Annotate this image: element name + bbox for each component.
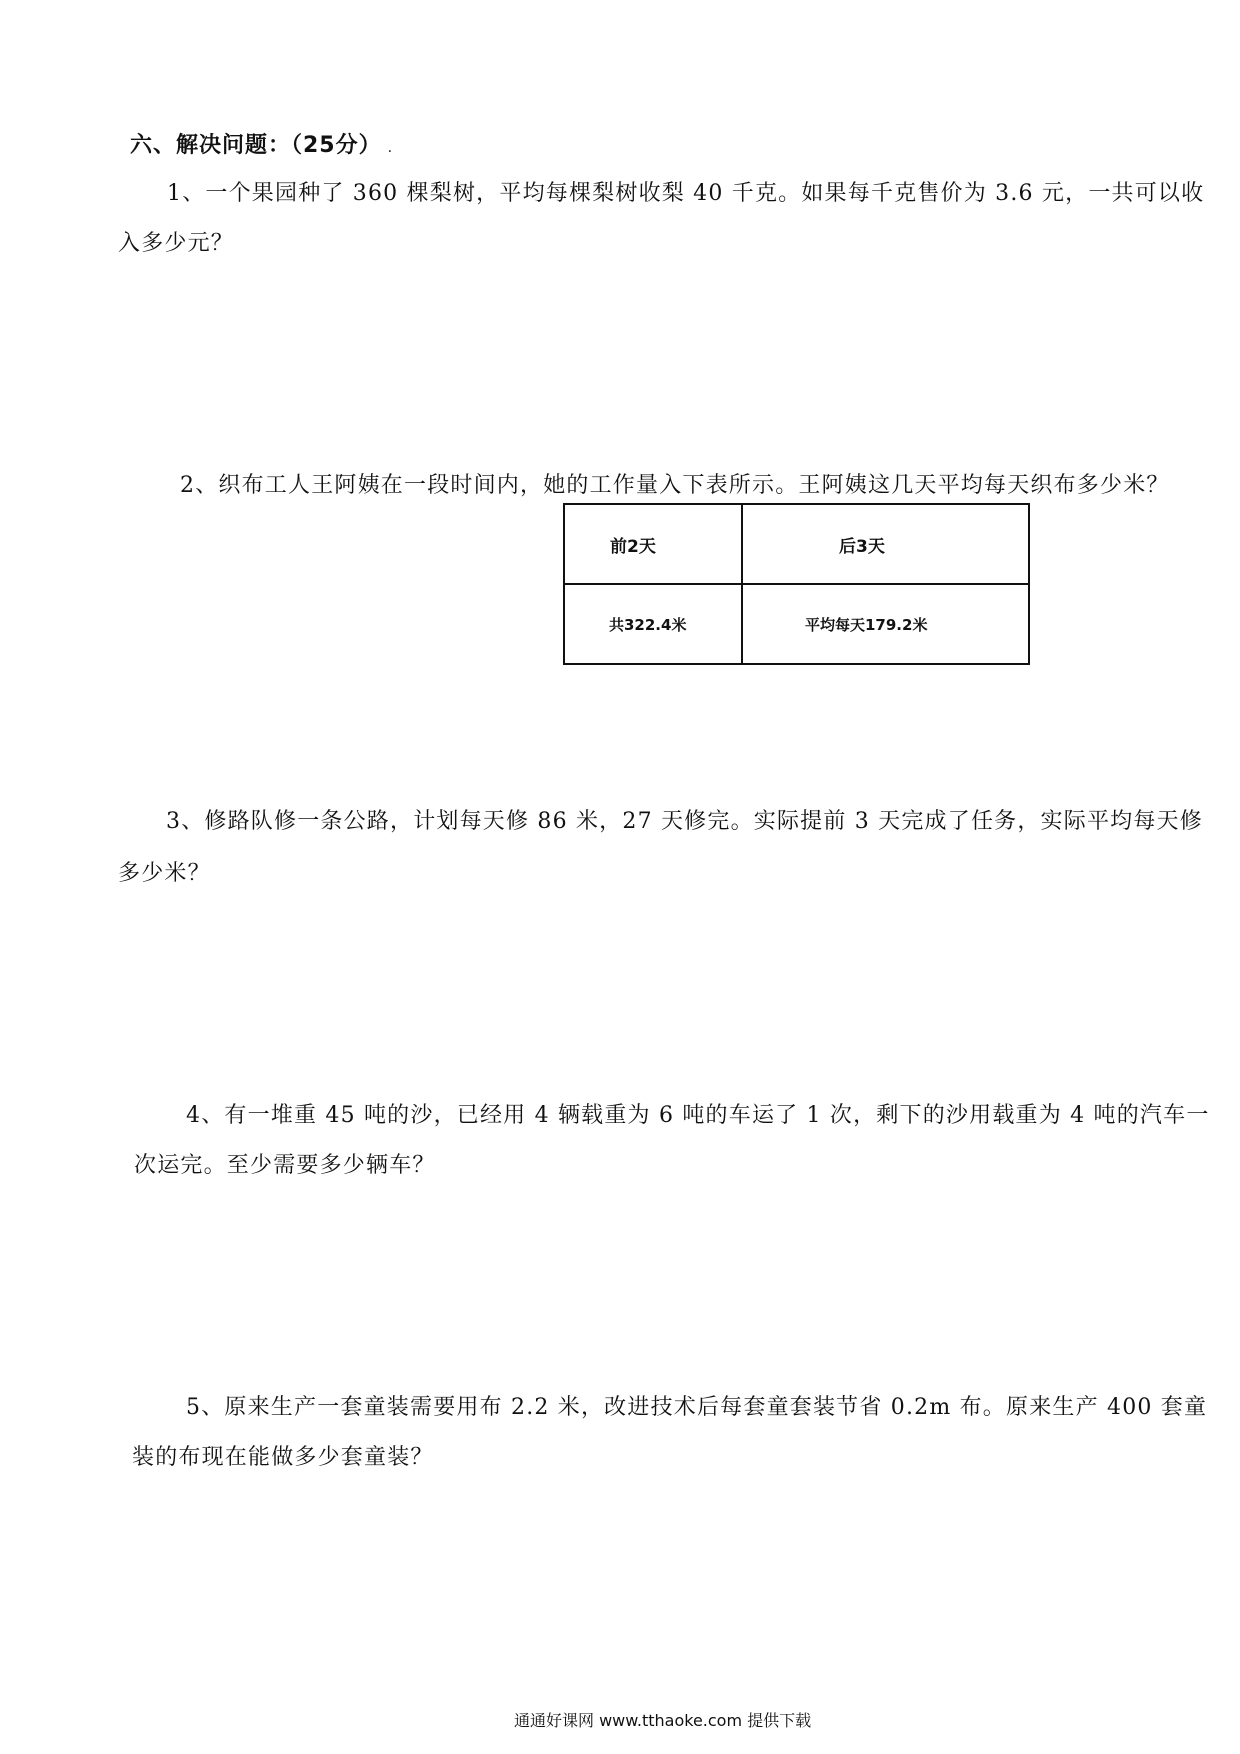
section-heading-mark: .	[387, 140, 394, 156]
question-4-line-2: 次运完。至少需要多少辆车？	[134, 1153, 436, 1178]
section-heading-text: 六、解决问题：（25分）	[130, 133, 382, 158]
question-1-line-1: 1、一个果园种了 360 棵梨树，平均每棵梨树收梨 40 千克。如果每千克售价为 3.6 元，一共可以收	[167, 181, 1205, 206]
work-amount-table	[563, 503, 1030, 665]
question-5-line-1: 5、原来生产一套童装需要用布 2.2 米，改进技术后每套童套装节省 0.2m 布。原来生产 400 套童	[186, 1395, 1208, 1420]
question-2-line-1: 2、织布工人王阿姨在一段时间内，她的工作量入下表所示。王阿姨这几天平均每天织布多少米？	[180, 473, 1170, 498]
section-heading	[130, 128, 393, 159]
table-header-first-2-days: 前2天	[564, 504, 742, 584]
table-value-row	[564, 584, 1029, 664]
question-3-line-2: 多少米？	[118, 861, 211, 886]
page-footer: 通通好课网 www.tthaoke.com 提供下载	[514, 1711, 812, 1730]
question-1-line-2: 入多少元？	[118, 231, 235, 256]
table-value-first-2-days: 共322.4米	[564, 584, 742, 664]
question-5-line-2: 装的布现在能做多少套童装？	[132, 1445, 434, 1470]
table-header-row	[564, 504, 1029, 584]
table-value-last-3-days: 平均每天179.2米	[742, 584, 1029, 664]
question-4-line-1: 4、有一堆重 45 吨的沙，已经用 4 辆载重为 6 吨的车运了 1 次，剩下的沙用载重为 4 吨的汽车一	[186, 1103, 1210, 1128]
question-3-line-1: 3、修路队修一条公路，计划每天修 86 米，27 天修完。实际提前 3 天完成了任务，实际平均每天修	[166, 809, 1203, 834]
table-header-last-3-days: 后3天	[742, 504, 1029, 584]
